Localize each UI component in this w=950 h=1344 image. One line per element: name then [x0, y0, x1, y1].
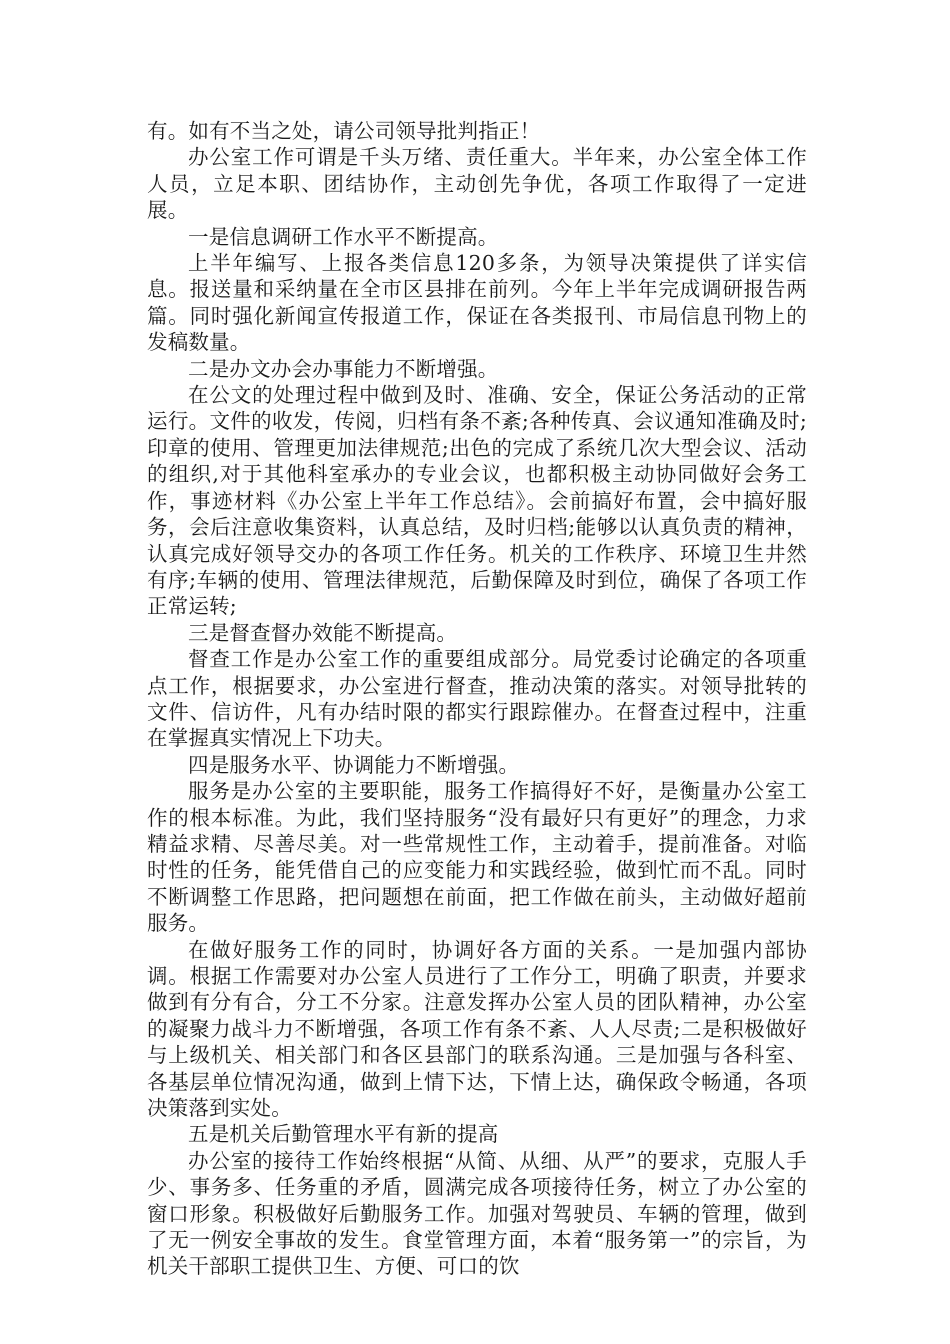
paragraph-info-research: 上半年编写、上报各类信息120多条，为领导决策提供了详实信息。报送量和采纳量在全市区县排在前列。今年上半年完成调研报告两篇。同时强化新闻宣传报道工作，保证在各类报刊、市局信息刊物上的发稿数量。 — [147, 251, 807, 355]
paragraph-supervision: 督查工作是办公室工作的重要组成部分。局党委讨论确定的各项重点工作，根据要求，办公室进行督查，推动决策的落实。对领导批转的文件、信访件，凡有办结时限的都实行跟踪催办。在督查过程中，注重在掌握真实情况上下功夫。 — [147, 647, 807, 751]
paragraph-logistics: 办公室的接待工作始终根据“从简、从细、从严”的要求，克服人手少、事务多、任务重的矛盾，圆满完成各项接待任务，树立了办公室的窗口形象。积极做好后勤服务工作。加强对驾驶员、车辆的管理，做到了无一例安全事故的发生。食堂管理方面，本着“服务第一”的宗旨，为机关干部职工提供卫生、方便、可口的饮 — [147, 1148, 807, 1279]
section-heading-4: 四是服务水平、协调能力不断增强。 — [188, 752, 520, 777]
paragraph-intro: 办公室工作可谓是千头万绪、责任重大。半年来，办公室全体工作人员，立足本职、团结协作，主动创先争优，各项工作取得了一定进展。 — [147, 145, 807, 223]
section-heading-1: 一是信息调研工作水平不断提高。 — [188, 224, 499, 249]
document-body — [147, 118, 807, 1280]
section-heading-2: 二是办文办会办事能力不断增强。 — [188, 356, 499, 381]
paragraph-coordination: 在做好服务工作的同时，协调好各方面的关系。一是加强内部协调。根据工作需要对办公室人员进行了工作分工，明确了职责，并要求做到有分有合，分工不分家。注意发挥办公室人员的团队精神，办公室的凝聚力战斗力不断增强，各项工作有条不紊、人人尽责;二是积极做好与上级机关、相关部门和各区县部门的联系沟通。三是加强与各科室、各基层单位情况沟通，做到上情下达，下情上达，确保政令畅通，各项决策落到实处。 — [147, 937, 807, 1121]
section-heading-5: 五是机关后勤管理水平有新的提高 — [188, 1122, 499, 1147]
paragraph-document-handling: 在公文的处理过程中做到及时、准确、安全，保证公务活动的正常运行。文件的收发，传阅，归档有条不紊;各种传真、会议通知准确及时;印章的使用、管理更加法律规范;出色的完成了系统几次大型会议、活动的组织,对于其他科室承办的专业会议，也都积极主动协同做好会务工作，事迹材料《办公室上半年工作总结》。会前搞好布置，会中搞好服务，会后注意收集资料，认真总结，及时归档;能够以认真负责的精神，认真完成好领导交办的各项工作任务。机关的工作秩序、环境卫生井然有序;车辆的使用、管理法律规范，后勤保障及时到位，确保了各项工作正常运转; — [147, 383, 807, 619]
paragraph-continuation: 有。如有不当之处，请公司领导批判指正！ — [147, 119, 541, 143]
paragraph-service: 服务是办公室的主要职能，服务工作搞得好不好，是衡量办公室工作的根本标准。为此，我们坚持服务“没有最好只有更好”的理念，力求精益求精、尽善尽美。对一些常规性工作，主动着手，提前准备。对临时性的任务，能凭借自己的应变能力和实践经验，做到忙而不乱。同时不断调整工作思路，把问题想在前面，把工作做在前头，主动做好超前服务。 — [147, 779, 807, 936]
section-heading-3: 三是督查督办效能不断提高。 — [188, 620, 458, 645]
